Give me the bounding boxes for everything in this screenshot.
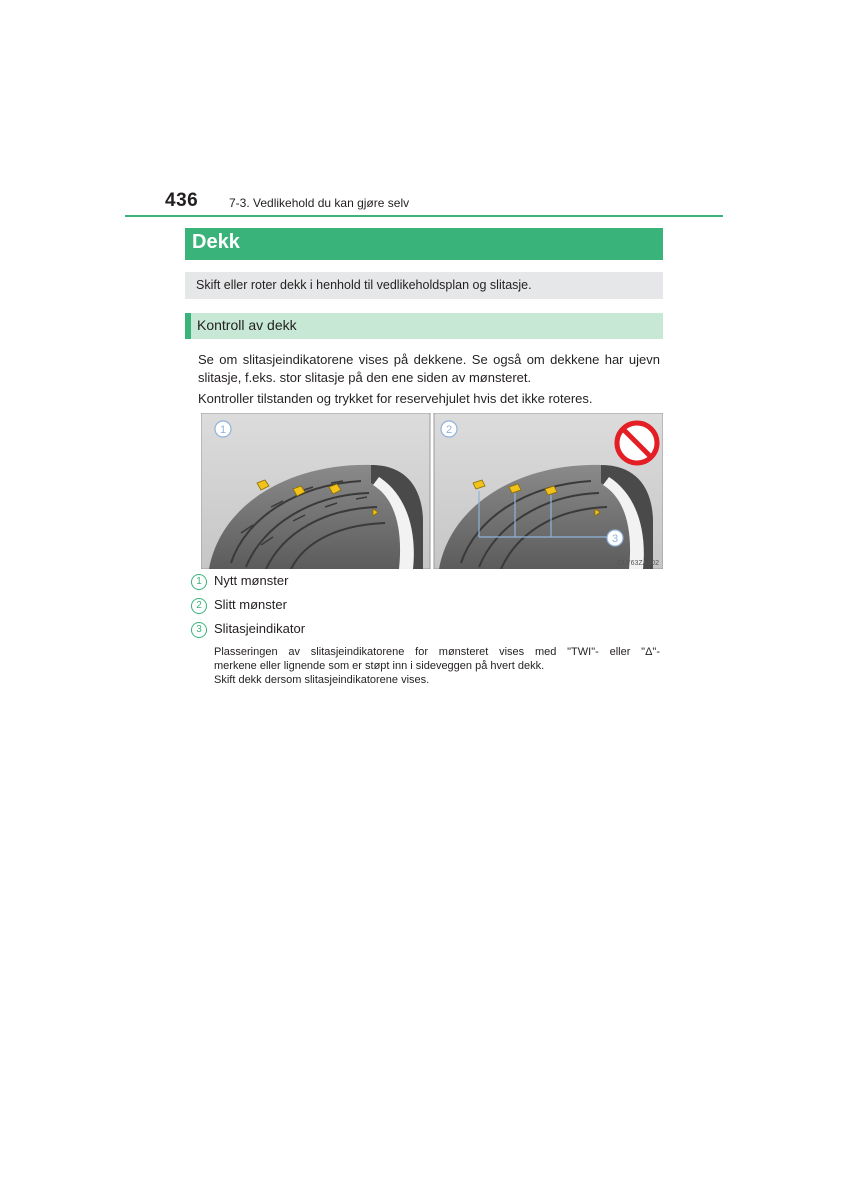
subheading: Kontroll av dekk: [197, 317, 297, 333]
header-divider: [125, 215, 723, 217]
panel-worn-tread: [434, 413, 663, 569]
page-title: Dekk: [192, 231, 240, 253]
tire-illustration-svg: [201, 413, 663, 569]
section-breadcrumb: 7-3. Vedlikehold du kan gjøre selv: [229, 196, 410, 210]
legend-label-3: Slitasjeindikator: [214, 621, 306, 636]
note-line-3: Skift dekk dersom slitasjeindikatorene vises.: [214, 674, 430, 686]
legend-label-1: Nytt mønster: [214, 573, 289, 588]
summary-text: Skift eller roter dekk i henhold til vedlikeholdsplan og slitasje.: [196, 278, 532, 292]
panel-2-marker: 2: [445, 424, 453, 436]
callout-3-marker: 3: [611, 533, 619, 545]
figure-code: CLY63ZA002: [617, 560, 659, 567]
note-line-2: merkene eller lignende som er støpt inn i sideveggen på hvert dekk.: [214, 660, 545, 672]
title-bar: [185, 228, 663, 260]
panel-new-tread: [201, 413, 430, 569]
page-header: [125, 188, 723, 218]
subheading-bar: [185, 313, 663, 339]
prohibition-icon: [617, 423, 657, 463]
legend-number-1: 1: [191, 574, 207, 590]
subheading-accent: [185, 313, 191, 339]
legend-number-3: 3: [191, 622, 207, 638]
body-line-3: Kontroller tilstanden og trykket for reservehjulet hvis det ikke roteres.: [198, 391, 593, 406]
body-line-2: slitasje, f.eks. stor slitasje på den ene siden av mønsteret.: [198, 370, 532, 385]
body-line-1: Se om slitasjeindikatorene vises på dekkene. Se også om dekkene har ujevn: [198, 352, 660, 367]
note-line-1: Plasseringen av slitasjeindikatorene for mønsteret vises med "TWI"- eller "Δ"-: [214, 646, 660, 658]
tire-illustration: [201, 413, 663, 569]
panel-1-marker: 1: [219, 424, 227, 436]
page-number: 436: [165, 190, 199, 211]
legend-number-2: 2: [191, 598, 207, 614]
legend-label-2: Slitt mønster: [214, 597, 287, 612]
summary-box: [185, 272, 663, 299]
